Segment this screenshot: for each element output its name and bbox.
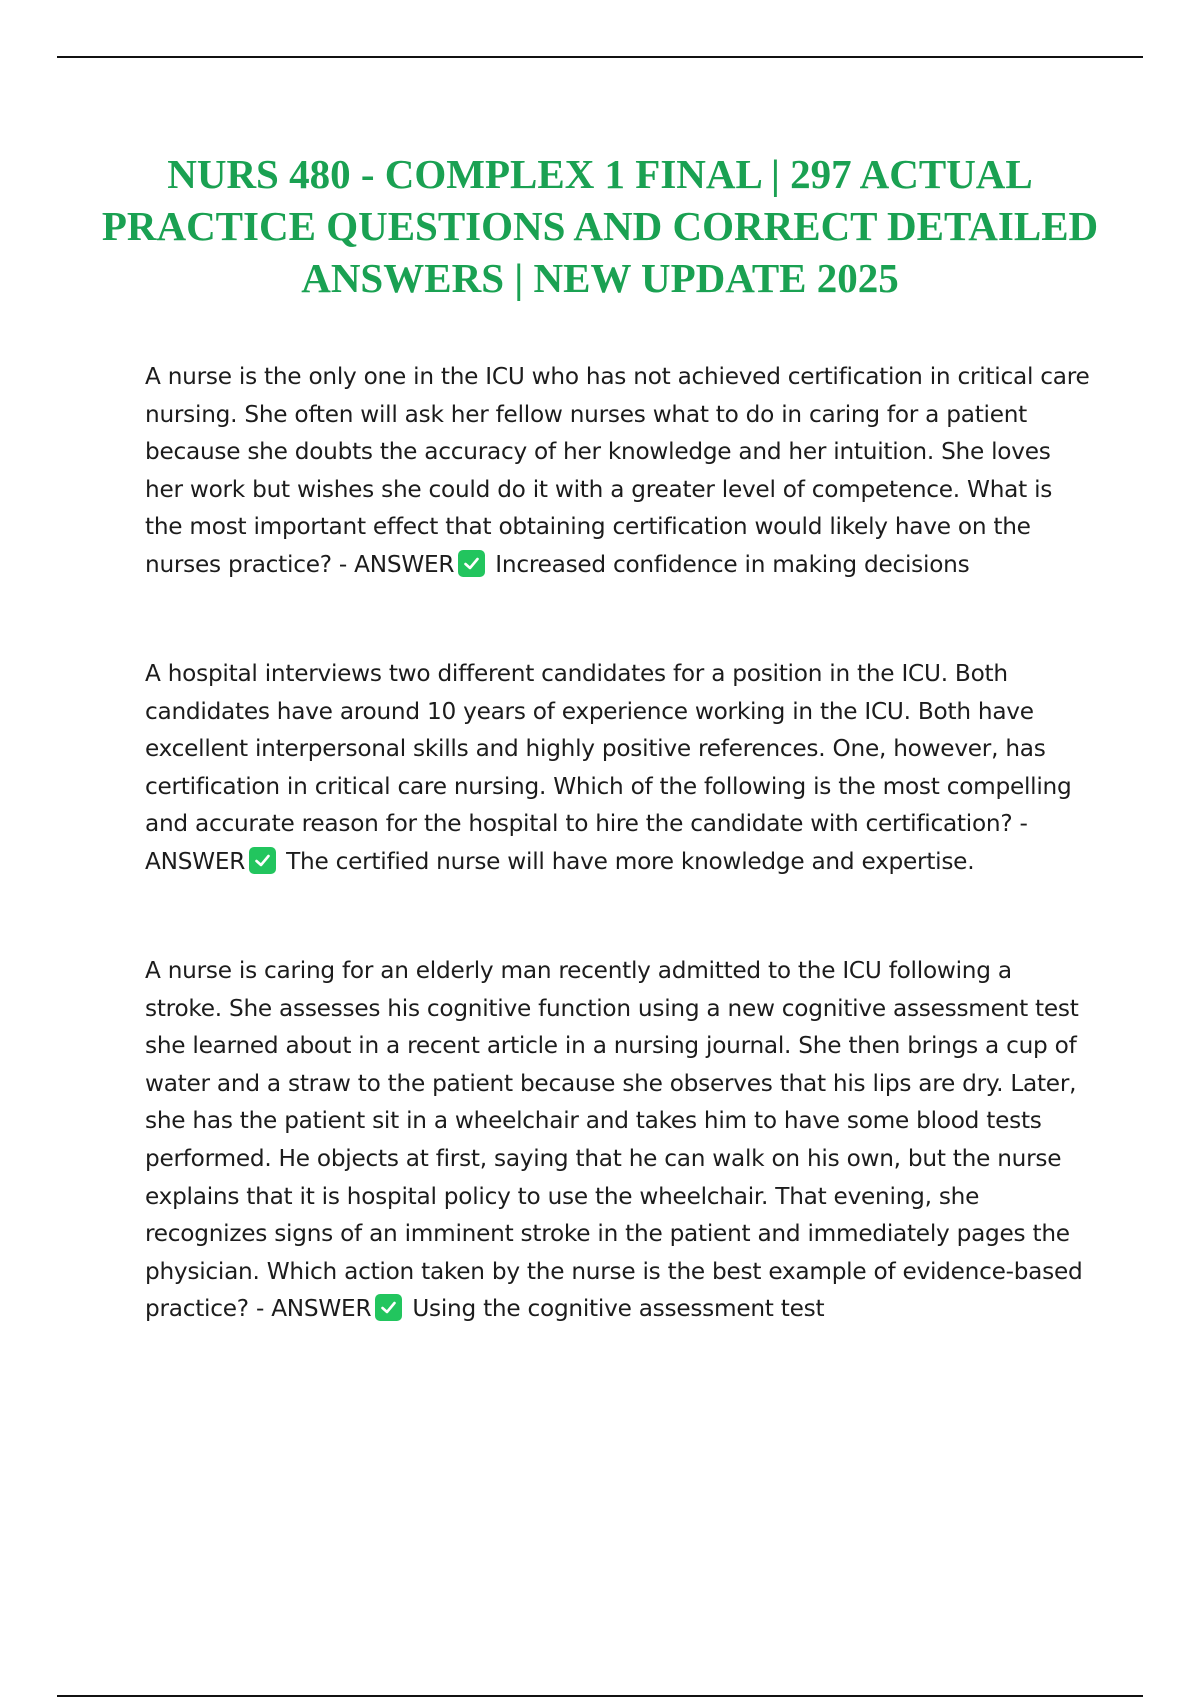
document-title: NURS 480 - COMPLEX 1 FINAL | 297 ACTUAL PRACTICE QUESTIONS AND CORRECT DETAILED ANSWERS | NEW UPDATE 2025 [101,151,1099,301]
check-mark-icon [375,1294,402,1321]
answer-text: Using the cognitive assessment test [412,1295,825,1323]
answer-label: - ANSWER [255,1295,372,1323]
bottom-rule [57,1695,1143,1697]
top-rule [57,56,1143,58]
answer-text: The certified nurse will have more knowledge and expertise. [286,847,975,875]
check-mark-icon [249,847,276,874]
question-text: A nurse is the only one in the ICU who has not achieved certification in critical care nursing. She often will ask her fellow nurses what to do in caring for a patient because she doubts the accuracy of her knowledge and her intuition. She loves her work but wishes she could do it with a greater level of competence. What is the most important effect that obtaining certification would likely have on the nurses practice? [145,363,1090,578]
qa-item [145,952,1095,1328]
question-text: A hospital interviews two different candidates for a position in the ICU. Both candidates have around 10 years of experience working in the ICU. Both have excellent interpersonal skills and highly positive references. One, however, has certification in critical care nursing. Which of the following is the most compelling and accurate reason for the hospital to hire the candidate with certification? [145,660,1072,838]
qa-item [145,655,1095,881]
qa-item [145,358,1095,584]
check-mark-icon [458,550,485,577]
question-text: A nurse is caring for an elderly man recently admitted to the ICU following a stroke. She assesses his cognitive function using a new cognitive assessment test she learned about in a recent article in a nursing journal. She then brings a cup of water and a straw to the patient because she observes that his lips are dry. Later, she has the patient sit in a wheelchair and takes him to have some blood tests performed. He objects at first, saying that he can walk on his own, but the nurse explains that it is hospital policy to use the wheelchair. That evening, she recognizes signs of an imminent stroke in the patient and immediately pages the physician. Which action taken by the nurse is the best example of evidence-based practice? [145,957,1083,1323]
answer-text: Increased confidence in making decisions [495,550,970,578]
answer-label: - ANSWER [338,550,455,578]
answer-label: - ANSWER [145,810,1028,875]
